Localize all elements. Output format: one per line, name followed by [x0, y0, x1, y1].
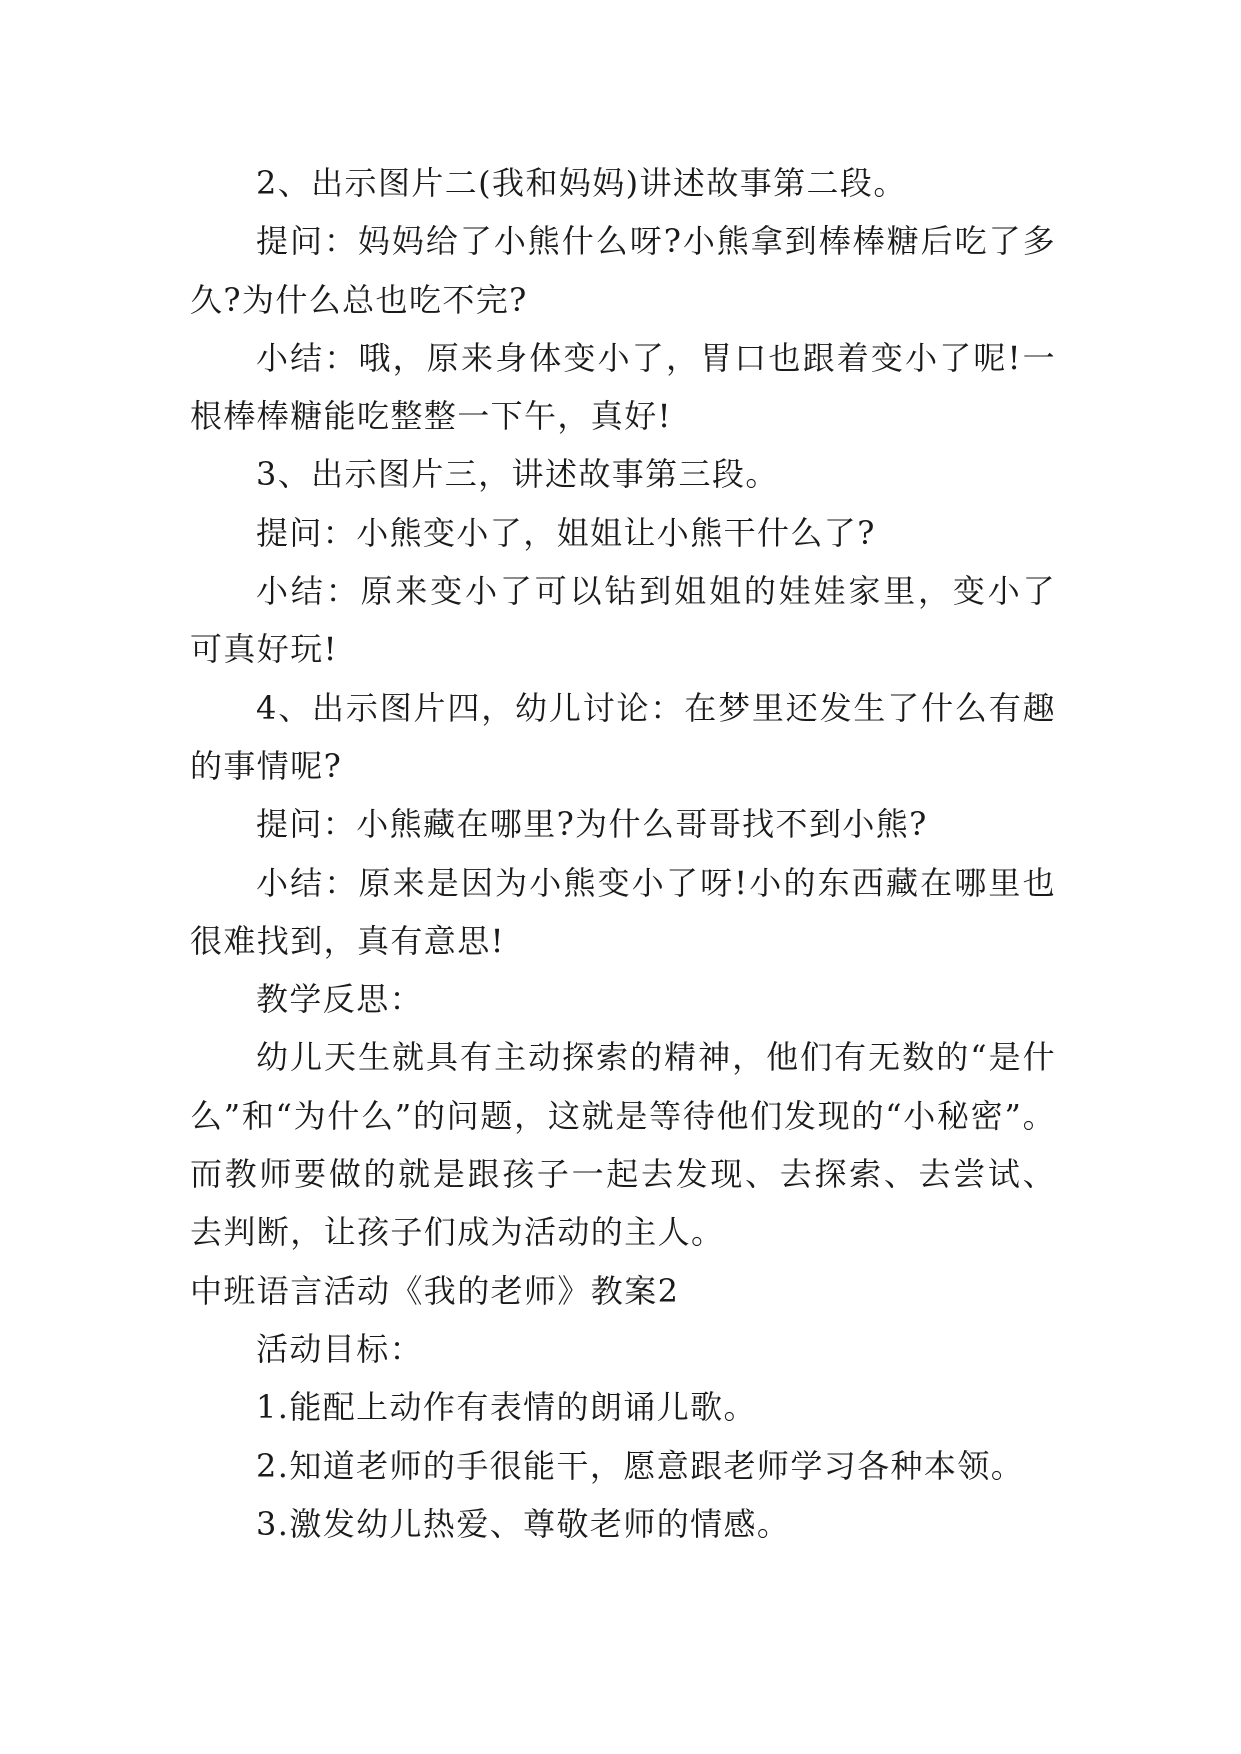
document-body: [190, 154, 1056, 1553]
section-label-goals: 活动目标：: [256, 1329, 424, 1368]
paragraph-step-4: 4、出示图片四，幼儿讨论：在梦里还发生了什么有趣的事情呢?: [190, 688, 1056, 785]
goal-item-1: 1.能配上动作有表情的朗诵儿歌。: [256, 1388, 757, 1427]
paragraph-summary-3: 小结：原来是因为小熊变小了呀!小的东西藏在哪里也很难找到，真有意思!: [190, 863, 1056, 960]
paragraph-step-2: 2、出示图片二(我和妈妈)讲述故事第二段。: [256, 164, 907, 202]
goal-item-3: 3.激发幼儿热爱、尊敬老师的情感。: [256, 1504, 791, 1543]
paragraph-summary-2: 小结：原来变小了可以钻到姐姐的娃娃家里，变小了可真好玩!: [190, 572, 1056, 669]
goal-item-2: 2.知道老师的手很能干，愿意跟老师学习各种本领。: [256, 1446, 1025, 1485]
paragraph-step-3: 3、出示图片三，讲述故事第三段。: [256, 455, 779, 494]
paragraph-summary-1: 小结：哦，原来身体变小了，胃口也跟着变小了呢!一根棒棒糖能吃整整一下午，真好!: [190, 338, 1056, 436]
section-label-reflection: 教学反思：: [256, 980, 424, 1019]
paragraph-question-1: 提问：妈妈给了小熊什么呀?小熊拿到棒棒糖后吃了多久?为什么总也吃不完?: [190, 222, 1056, 319]
paragraph-question-2: 提问：小熊变小了，姐姐让小熊干什么了?: [256, 513, 876, 552]
paragraph-question-3: 提问：小熊藏在哪里?为什么哥哥找不到小熊?: [256, 805, 928, 844]
paragraph-reflection: 幼儿天生就具有主动探索的精神，他们有无数的“是什么”和“为什么”的问题，这就是等待他们发现的“小秘密”。而教师要做的就是跟孩子一起去发现、去探索、去尝试、去判断，让孩子们成为活动的主人。: [190, 1038, 1056, 1252]
lesson-plan-heading: 中班语言活动《我的老师》教案2: [190, 1271, 680, 1310]
